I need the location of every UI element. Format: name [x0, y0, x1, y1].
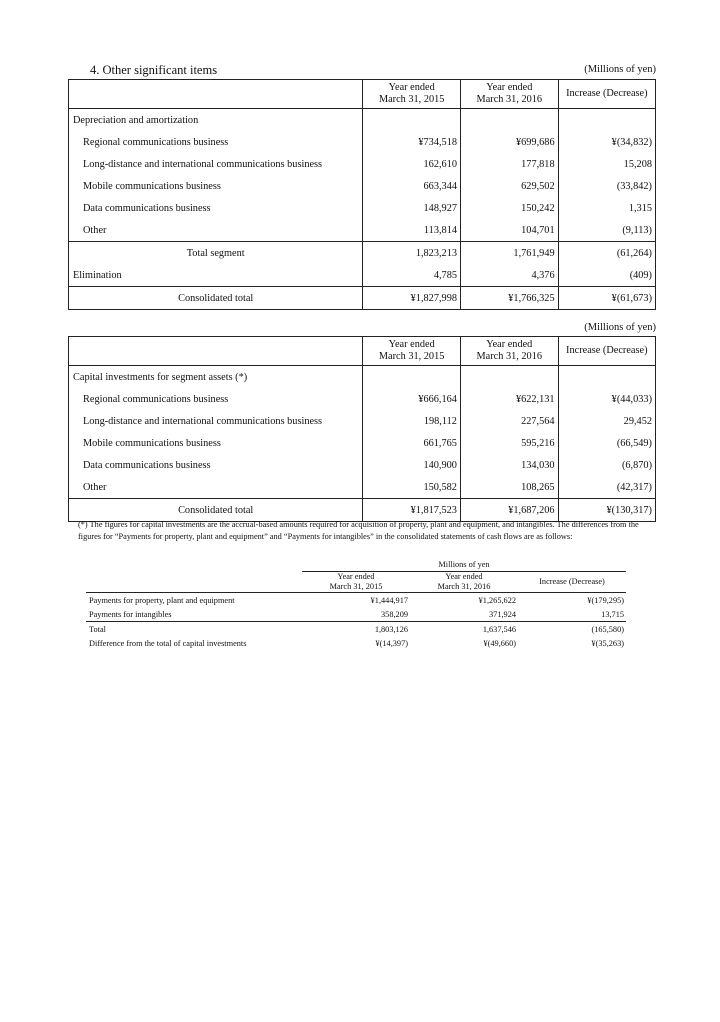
header-fy2015: Year ended March 31, 2015 [302, 572, 410, 593]
table-row: Mobile communications business 663,344 629,502 (33,842) [69, 175, 656, 197]
header-change: Increase (Decrease) [558, 80, 655, 109]
elimination-row: Elimination 4,785 4,376 (409) [69, 264, 656, 287]
group-label-row [69, 109, 656, 132]
table-row: Long-distance and international communications business 162,610 177,818 15,208 [69, 153, 656, 175]
table-row: Payments for intangibles 358,209 371,924 13,715 [89, 609, 624, 619]
table-row: Data communications business 140,900 134,030 (6,870) [69, 454, 656, 476]
header-change: Increase (Decrease) [518, 572, 626, 593]
table-header-row [69, 80, 656, 109]
header-fy2015: Year ended March 31, 2015 [363, 80, 461, 109]
total-segment-row: Total segment 1,823,213 1,761,949 (61,264) [69, 242, 656, 265]
total-row: Total 1,803,126 1,637,546 (165,580) [86, 622, 626, 637]
table-row: Data communications business 148,927 150,242 1,315 [69, 197, 656, 219]
section-title: 4. Other significant items [90, 63, 218, 77]
unit-label: (Millions of yen) [584, 64, 656, 75]
section-heading-row [68, 63, 656, 79]
sub-unit-label: Millions of yen [302, 557, 626, 572]
unit-header-row [86, 557, 626, 572]
capital-investments-table [68, 336, 656, 522]
header-blank [69, 80, 363, 109]
group-label-row [69, 366, 656, 389]
table-row: Long-distance and international communications business 198,112 227,564 29,452 [69, 410, 656, 432]
table-row: Payments for property, plant and equipment ¥1,444,917 ¥1,265,622 ¥(179,295) [89, 595, 624, 605]
consolidated-total-row: Consolidated total ¥1,827,998 ¥1,766,325 ¥(61,673) [69, 287, 656, 310]
difference-row: Difference from the total of capital investments ¥(14,397) ¥(49,660) ¥(35,263) [89, 638, 624, 648]
group-label: Capital investments for segment assets (*) [69, 366, 363, 389]
header-fy2016: Year ended March 31, 2016 [410, 572, 518, 593]
table-row: Regional communications business ¥666,164 ¥622,131 ¥(44,033) [69, 388, 656, 410]
unit-label: (Millions of yen) [584, 322, 656, 333]
footnote: (*) The figures for capital investments are the accrual-based amounts required for acquisition of property, plant and equipment, and intangibles. The differences from the figures for “Payments for property, plant and equipment” and “Payments for intangibles” in the consolidated statements of cash flows are as follows: [78, 520, 639, 541]
group-label: Depreciation and amortization [69, 109, 363, 132]
header-blank [69, 337, 363, 366]
reconciliation-table-wrap [86, 557, 626, 650]
consolidated-total-row: Consolidated total ¥1,817,523 ¥1,687,206 ¥(130,317) [69, 499, 656, 522]
header-fy2016: Year ended March 31, 2016 [461, 80, 559, 109]
table-row: Other 113,814 104,701 (9,113) [69, 219, 656, 242]
header-fy2015: Year ended March 31, 2015 [363, 337, 461, 366]
table-row: Mobile communications business 661,765 595,216 (66,549) [69, 432, 656, 454]
table-row: Other 150,582 108,265 (42,317) [69, 476, 656, 499]
table-header-row [86, 572, 626, 593]
depreciation-table [68, 79, 656, 310]
reconciliation-table [86, 557, 626, 650]
header-change: Increase (Decrease) [558, 337, 655, 366]
table-row: Regional communications business ¥734,518 ¥699,686 ¥(34,832) [69, 131, 656, 153]
unit-label-row [68, 321, 656, 335]
header-fy2016: Year ended March 31, 2016 [460, 337, 558, 366]
table-header-row [69, 337, 656, 366]
